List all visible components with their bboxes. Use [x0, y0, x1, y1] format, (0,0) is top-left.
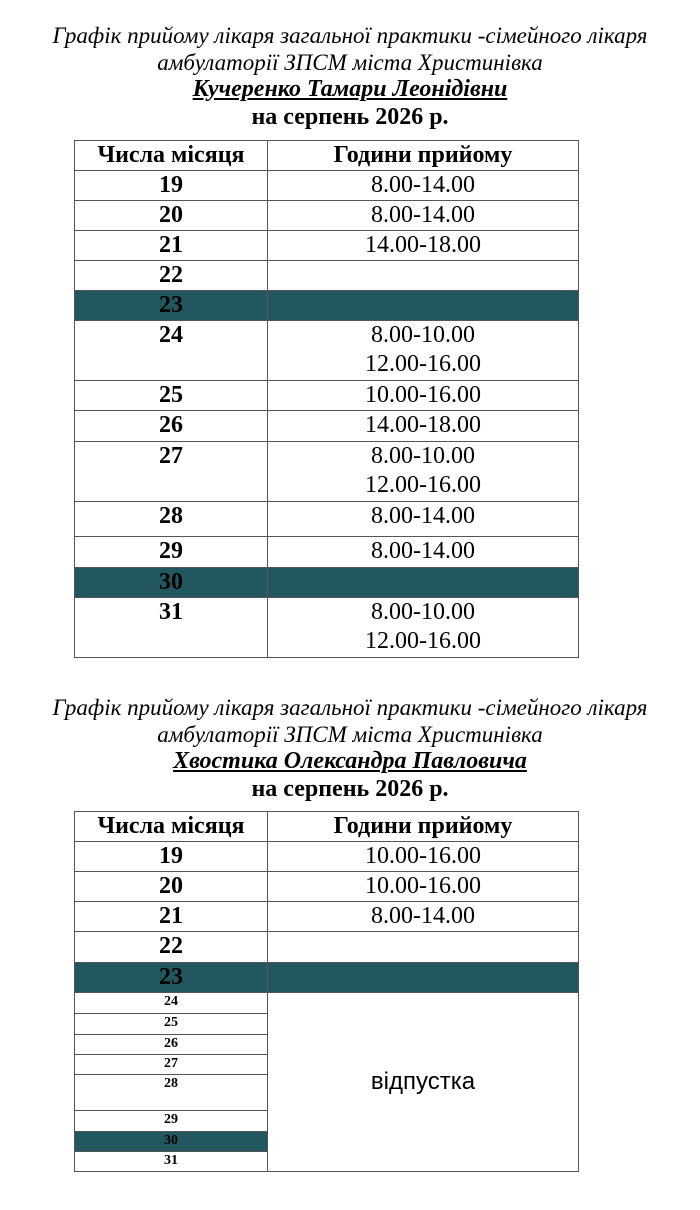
hours-cell: [268, 872, 579, 902]
hours-cell: [268, 902, 579, 932]
hours-text: 8.00-14.00: [371, 503, 475, 529]
schedule1-doctor-name: Кучеренко Тамари Леонідівни: [192, 76, 508, 102]
day-cell: 19: [75, 842, 268, 872]
day-cell: 25: [75, 381, 268, 411]
hours-cell: [268, 568, 579, 598]
day-cell: 29: [75, 537, 268, 568]
schedule2-period: на серпень 2026 р.: [251, 776, 449, 802]
hours-text: 10.00-16.00: [365, 843, 481, 869]
day-cell: 21: [75, 231, 268, 261]
hours-text: 12.00-16.00: [365, 351, 481, 377]
hours-cell: [268, 411, 579, 442]
schedule2-table: [74, 811, 579, 1172]
hours-cell: [268, 261, 579, 291]
table-row: [75, 231, 579, 261]
schedule2-title-line2: амбулаторії ЗПСМ міста Христинівка: [157, 722, 543, 747]
schedule1-period: на серпень 2026 р.: [251, 104, 449, 130]
hours-cell: [268, 171, 579, 201]
schedule2-col-hours: Години прийому: [268, 812, 579, 842]
hours-text: 10.00-16.00: [365, 873, 481, 899]
table-row: [75, 993, 579, 1014]
day-cell: 20: [75, 201, 268, 231]
table-row: [75, 261, 579, 291]
schedule1-col-day: Числа місяця: [75, 141, 268, 171]
hours-cell: [268, 381, 579, 411]
day-cell: 26: [75, 411, 268, 442]
hours-text: 8.00-10.00: [371, 443, 475, 469]
schedule2-title-line1: Графік прийому лікаря загальної практики -сімейного лікаря: [52, 695, 648, 720]
hours-cell: [268, 932, 579, 963]
hours-text: 8.00-14.00: [371, 538, 475, 564]
schedule1-title-line1: Графік прийому лікаря загальної практики -сімейного лікаря: [52, 23, 648, 48]
hours-text: 12.00-16.00: [365, 628, 481, 654]
day-cell: 19: [75, 171, 268, 201]
day-cell: 31: [75, 1152, 268, 1172]
day-cell: 27: [75, 442, 268, 502]
hours-cell: [268, 842, 579, 872]
table-row-weekend: [75, 568, 579, 598]
day-cell: 28: [75, 502, 268, 537]
day-cell: 22: [75, 261, 268, 291]
schedule2-col-day: Числа місяця: [75, 812, 268, 842]
hours-cell: [268, 442, 579, 502]
hours-cell: [268, 291, 579, 321]
day-cell: 28: [75, 1075, 268, 1111]
hours-text: 14.00-18.00: [365, 232, 481, 258]
hours-cell: [268, 201, 579, 231]
day-cell: 30: [75, 568, 268, 598]
schedule1-header-row: [75, 141, 579, 171]
day-cell: 20: [75, 872, 268, 902]
day-cell: 27: [75, 1055, 268, 1075]
day-cell: 24: [75, 993, 268, 1014]
hours-cell: [268, 502, 579, 537]
table-row: [75, 902, 579, 932]
hours-cell: [268, 321, 579, 381]
table-row: [75, 201, 579, 231]
schedule1-header: [0, 22, 700, 131]
table-row-weekend: [75, 291, 579, 321]
day-cell: 22: [75, 932, 268, 963]
schedule2-header: [0, 694, 700, 803]
day-cell: 29: [75, 1111, 268, 1132]
day-cell: 25: [75, 1014, 268, 1035]
day-cell: 21: [75, 902, 268, 932]
schedule1-col-hours: Години прийому: [268, 141, 579, 171]
day-cell: 23: [75, 291, 268, 321]
hours-cell: [268, 963, 579, 993]
day-cell: 23: [75, 963, 268, 993]
hours-text: 8.00-14.00: [371, 202, 475, 228]
hours-cell: [268, 537, 579, 568]
table-row: [75, 502, 579, 537]
day-cell: 31: [75, 598, 268, 658]
schedule2-doctor-name: Хвостика Олександра Павловича: [173, 748, 527, 774]
hours-text: 10.00-16.00: [365, 382, 481, 408]
vacation-cell: відпустка: [268, 993, 579, 1172]
hours-text: 8.00-14.00: [371, 903, 475, 929]
table-row: [75, 932, 579, 963]
schedule2-header-row: [75, 812, 579, 842]
table-row: [75, 381, 579, 411]
table-row: [75, 872, 579, 902]
hours-cell: [268, 231, 579, 261]
hours-cell: [268, 598, 579, 658]
table-row: [75, 321, 579, 381]
table-row: [75, 537, 579, 568]
table-row: [75, 411, 579, 442]
day-cell: 26: [75, 1035, 268, 1055]
table-row: [75, 171, 579, 201]
hours-text: 8.00-14.00: [371, 172, 475, 198]
schedule1-table: [74, 140, 579, 658]
table-row: [75, 598, 579, 658]
day-cell: 24: [75, 321, 268, 381]
hours-text: 12.00-16.00: [365, 472, 481, 498]
hours-text: 14.00-18.00: [365, 412, 481, 438]
hours-text: 8.00-10.00: [371, 322, 475, 348]
table-row-weekend: [75, 963, 579, 993]
day-cell: 30: [75, 1132, 268, 1152]
hours-text: 8.00-10.00: [371, 599, 475, 625]
table-row: [75, 442, 579, 502]
schedule1-title-line2: амбулаторії ЗПСМ міста Христинівка: [157, 50, 543, 75]
table-row: [75, 842, 579, 872]
